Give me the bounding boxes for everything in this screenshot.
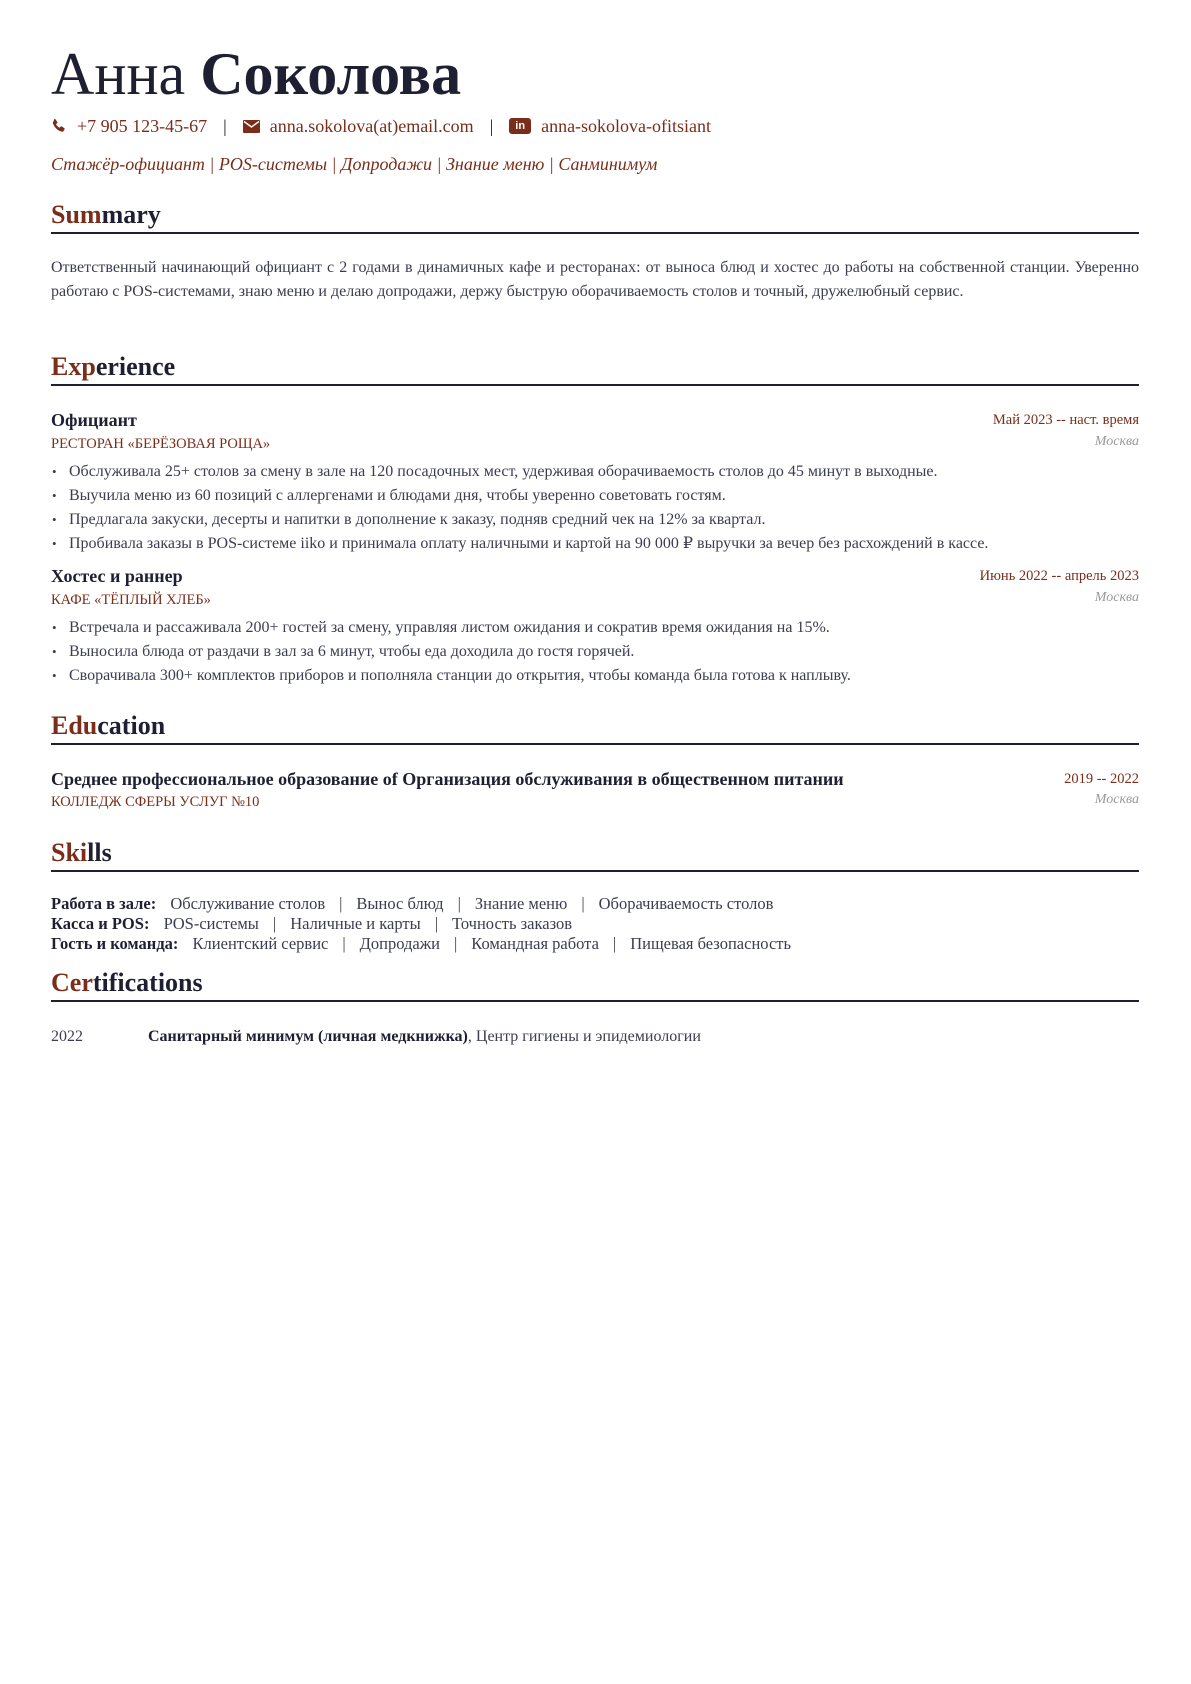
job-dates: Май 2023 -- наст. время — [992, 412, 1139, 428]
contact-separator: | — [223, 116, 227, 136]
candidate-name — [51, 36, 461, 112]
school-name: КОЛЛЕДЖ СФЕРЫ УСЛУГ №10 — [51, 794, 260, 810]
degree-title: Среднее профессиональное образование of Организация обслуживания в общественном питании — [51, 769, 844, 789]
skill-row: Работа в зале: Обслуживание столов | Вынос блюд | Знание меню | Оборачиваемость столов — [51, 894, 774, 913]
heading-accent: Exp — [51, 352, 96, 381]
contact-separator: | — [489, 116, 494, 136]
heading-rest: lls — [87, 838, 112, 867]
job-bullets — [51, 616, 1139, 688]
job-title: Официант — [51, 410, 137, 430]
skill-category: Касса и POS: — [51, 914, 150, 933]
skill-item: Допродажи — [359, 934, 440, 953]
certification-year: 2022 — [51, 1028, 83, 1045]
list-item: • Выносила блюда от раздачи в зал за 6 минут, чтобы еда доходила до гостя горячей. — [51, 640, 1139, 664]
heading-accent: Sum — [51, 200, 102, 229]
experience-heading — [51, 350, 1139, 386]
heading-accent: Cer — [51, 968, 93, 997]
list-item: • Сворачивала 300+ комплектов приборов и пополняла станции до открытия, чтобы команда была готова к наплыву. — [51, 664, 1139, 688]
linkedin-icon — [509, 118, 531, 134]
skill-category: Гость и команда: — [51, 934, 179, 953]
skill-item: Вынос блюд — [356, 894, 444, 913]
job-title: Хостес и раннер — [51, 566, 183, 586]
skill-category: Работа в зале: — [51, 894, 157, 913]
job-location: Москва — [1094, 590, 1139, 605]
phone-number[interactable]: +7 905 123-45-67 — [77, 116, 208, 136]
summary-heading — [51, 198, 1139, 234]
certifications-heading — [51, 966, 1139, 1002]
last-name: Соколова — [200, 41, 462, 107]
job-company: КАФЕ «ТЁПЛЫЙ ХЛЕБ» — [51, 592, 211, 608]
list-item: • Предлагала закуски, десерты и напитки в дополнение к заказу, подняв средний чек на 12% за квартал. — [51, 508, 1139, 532]
certification-issuer: , Центр гигиены и эпидемиологии — [467, 1028, 701, 1045]
skill-row: Касса и POS: POS-системы | Наличные и карты | Точность заказов — [51, 914, 573, 933]
skills-heading — [51, 836, 1139, 872]
heading-rest: tifications — [92, 968, 203, 997]
job-location: Москва — [1094, 434, 1139, 449]
skill-item: Точность заказов — [452, 914, 573, 933]
heading-rest: cation — [97, 711, 166, 740]
job-dates: Июнь 2022 -- апрель 2023 — [979, 568, 1139, 584]
summary-text: Ответственный начинающий официант с 2 годами в динамичных кафе и ресторанах: от выноса блюд и хостес до работы на собственной станции. Уверенно работаю с POS-системами, знаю меню и делаю допродажи, держу быструю оборачиваемость столов и точный, дружелюбный сервис. — [51, 259, 1139, 300]
heading-rest: erience — [95, 352, 176, 381]
envelope-icon — [243, 120, 260, 133]
skill-item: Пищевая безопасность — [630, 934, 792, 953]
heading-accent: Ski — [51, 838, 88, 867]
list-item: • Встречала и рассаживала 200+ гостей за смену, управляя листом ожидания и сократив время ожидания на 15%. — [51, 616, 1139, 640]
list-item: • Обслуживала 25+ столов за смену в зале на 120 посадочных мест, удерживая оборачиваемость столов до 45 минут в выходные. — [51, 460, 1139, 484]
skill-item: POS-системы — [163, 914, 259, 933]
contact-line — [51, 112, 711, 140]
education-dates: 2019 -- 2022 — [1064, 771, 1139, 787]
email-link[interactable]: anna.sokolova(at)email.com — [269, 116, 474, 136]
education-location: Москва — [1094, 792, 1139, 807]
tagline: Стажёр-официант | POS-системы | Допродажи | Знание меню | Санминимум — [51, 154, 658, 174]
education-heading — [51, 709, 1139, 745]
job-bullets — [51, 460, 1139, 556]
first-name: Анна — [51, 41, 186, 107]
heading-accent: Edu — [51, 711, 98, 740]
skills-list — [51, 894, 1139, 954]
heading-rest: mary — [101, 200, 161, 229]
list-item: • Выучила меню из 60 позиций с аллергенами и блюдами дня, чтобы уверенно советовать гостям. — [51, 484, 1139, 508]
skill-item: Знание меню — [474, 894, 568, 913]
certification-name: Санитарный минимум (личная медкнижка) — [148, 1028, 468, 1045]
skill-item: Оборачиваемость столов — [598, 894, 774, 913]
skill-item: Обслуживание столов — [170, 894, 326, 913]
skill-row: Гость и команда: Клиентский сервис | Допродажи | Командная работа | Пищевая безопасность — [51, 934, 792, 953]
list-item: • Пробивала заказы в POS-системе iiko и принимала оплату наличными и картой на 90 000 ₽ выручки за вечер без расхождений в кассе. — [51, 532, 1139, 556]
job-company: РЕСТОРАН «БЕРЁЗОВАЯ РОЩА» — [51, 436, 271, 452]
phone-icon — [51, 118, 67, 134]
linkedin-badge: in — [509, 118, 531, 134]
certification-row — [51, 1025, 1139, 1049]
skill-item: Клиентский сервис — [192, 934, 329, 953]
skill-item: Наличные и карты — [290, 914, 421, 933]
linkedin-link[interactable]: anna-sokolova-ofitsiant — [541, 116, 712, 136]
skill-item: Командная работа — [471, 934, 599, 953]
